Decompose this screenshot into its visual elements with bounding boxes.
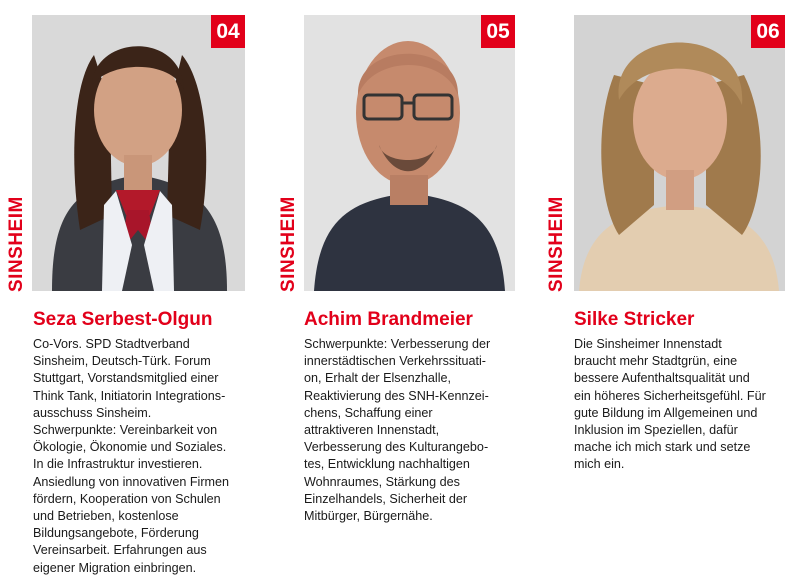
bio-line: In die Infrastruktur investieren. bbox=[33, 457, 203, 472]
bio-line: Bildungsangebote, Förderung bbox=[33, 526, 199, 541]
candidate-bio bbox=[574, 336, 766, 474]
bio-line: Reaktivierung des SNH-Kennzei- bbox=[304, 388, 489, 403]
bio-line: innerstädtischen Verkehrssituati- bbox=[304, 354, 487, 369]
bio-line: Einzelhandels, Sicherheit der bbox=[304, 491, 468, 506]
candidate-name: Silke Stricker bbox=[574, 309, 695, 330]
candidate-number: 06 bbox=[751, 15, 785, 48]
candidate-name: Achim Brandmeier bbox=[304, 309, 473, 330]
bio-line: attraktiveren Innenstadt, bbox=[304, 423, 440, 438]
bio-line: Co-Vors. SPD Stadtverband bbox=[33, 337, 190, 351]
candidate-bio bbox=[304, 336, 490, 525]
bio-line: on, Erhalt der Elsenzhalle, bbox=[304, 371, 452, 386]
bio-line: mich ein. bbox=[574, 457, 625, 472]
candidate-photo bbox=[32, 15, 245, 291]
bio-line: Mitbürger, Bürgernähe. bbox=[304, 509, 433, 524]
bio-line: Schwerpunkte: Verbesserung der bbox=[304, 337, 491, 351]
candidate-photo bbox=[304, 15, 515, 291]
bio-line: und Betrieben, kostenlose bbox=[33, 509, 179, 524]
bio-line: mache ich mich stark und setze bbox=[574, 440, 751, 455]
bio-line: Stuttgart, Vorstandsmitglied einer bbox=[33, 371, 219, 386]
bio-line: gute Bildung im Allgemeinen und bbox=[574, 405, 758, 420]
bio-line: Inklusion im Speziellen, dafür bbox=[574, 423, 738, 438]
bio-line: Verbesserung des Kulturangebo- bbox=[304, 440, 489, 455]
bio-line: Wohnraumes, Stärkung des bbox=[304, 474, 460, 489]
bio-line: Schwerpunkte: Vereinbarkeit von bbox=[33, 423, 218, 438]
bio-line: Think Tank, Initiatorin Integrations- bbox=[33, 388, 226, 403]
bio-line: braucht mehr Stadtgrün, eine bbox=[574, 354, 738, 369]
region-label: SINSHEIM bbox=[6, 196, 27, 292]
region-label: SINSHEIM bbox=[278, 196, 299, 292]
candidate-name: Seza Serbest-Olgun bbox=[33, 309, 213, 330]
bio-line: chens, Schaffung einer bbox=[304, 405, 433, 420]
region-label: SINSHEIM bbox=[546, 196, 567, 292]
candidate-number: 05 bbox=[481, 15, 515, 48]
bio-line: eigener Migration einbringen. bbox=[33, 560, 197, 575]
bio-line: ein höheres Sicherheitsgefühl. Für bbox=[574, 388, 766, 403]
bio-line: Ökologie, Ökonomie und Soziales. bbox=[33, 440, 227, 455]
bio-line: Vereinsarbeit. Erfahrungen aus bbox=[33, 543, 207, 558]
bio-line: tes, Entwicklung nachhaltigen bbox=[304, 457, 470, 472]
bio-line: bessere Aufenthaltsqualität und bbox=[574, 371, 750, 386]
bio-line: fördern, Kooperation von Schulen bbox=[33, 491, 221, 506]
bio-line: Ansiedlung von innovativen Firmen bbox=[33, 474, 230, 489]
bio-line: Sinsheim, Deutsch-Türk. Forum bbox=[33, 354, 211, 369]
candidate-photo bbox=[574, 15, 785, 291]
bio-line: Die Sinsheimer Innenstadt bbox=[574, 337, 722, 351]
candidate-bio bbox=[33, 336, 229, 577]
candidate-number: 04 bbox=[211, 15, 245, 48]
bio-line: ausschuss Sinsheim. bbox=[33, 405, 152, 420]
